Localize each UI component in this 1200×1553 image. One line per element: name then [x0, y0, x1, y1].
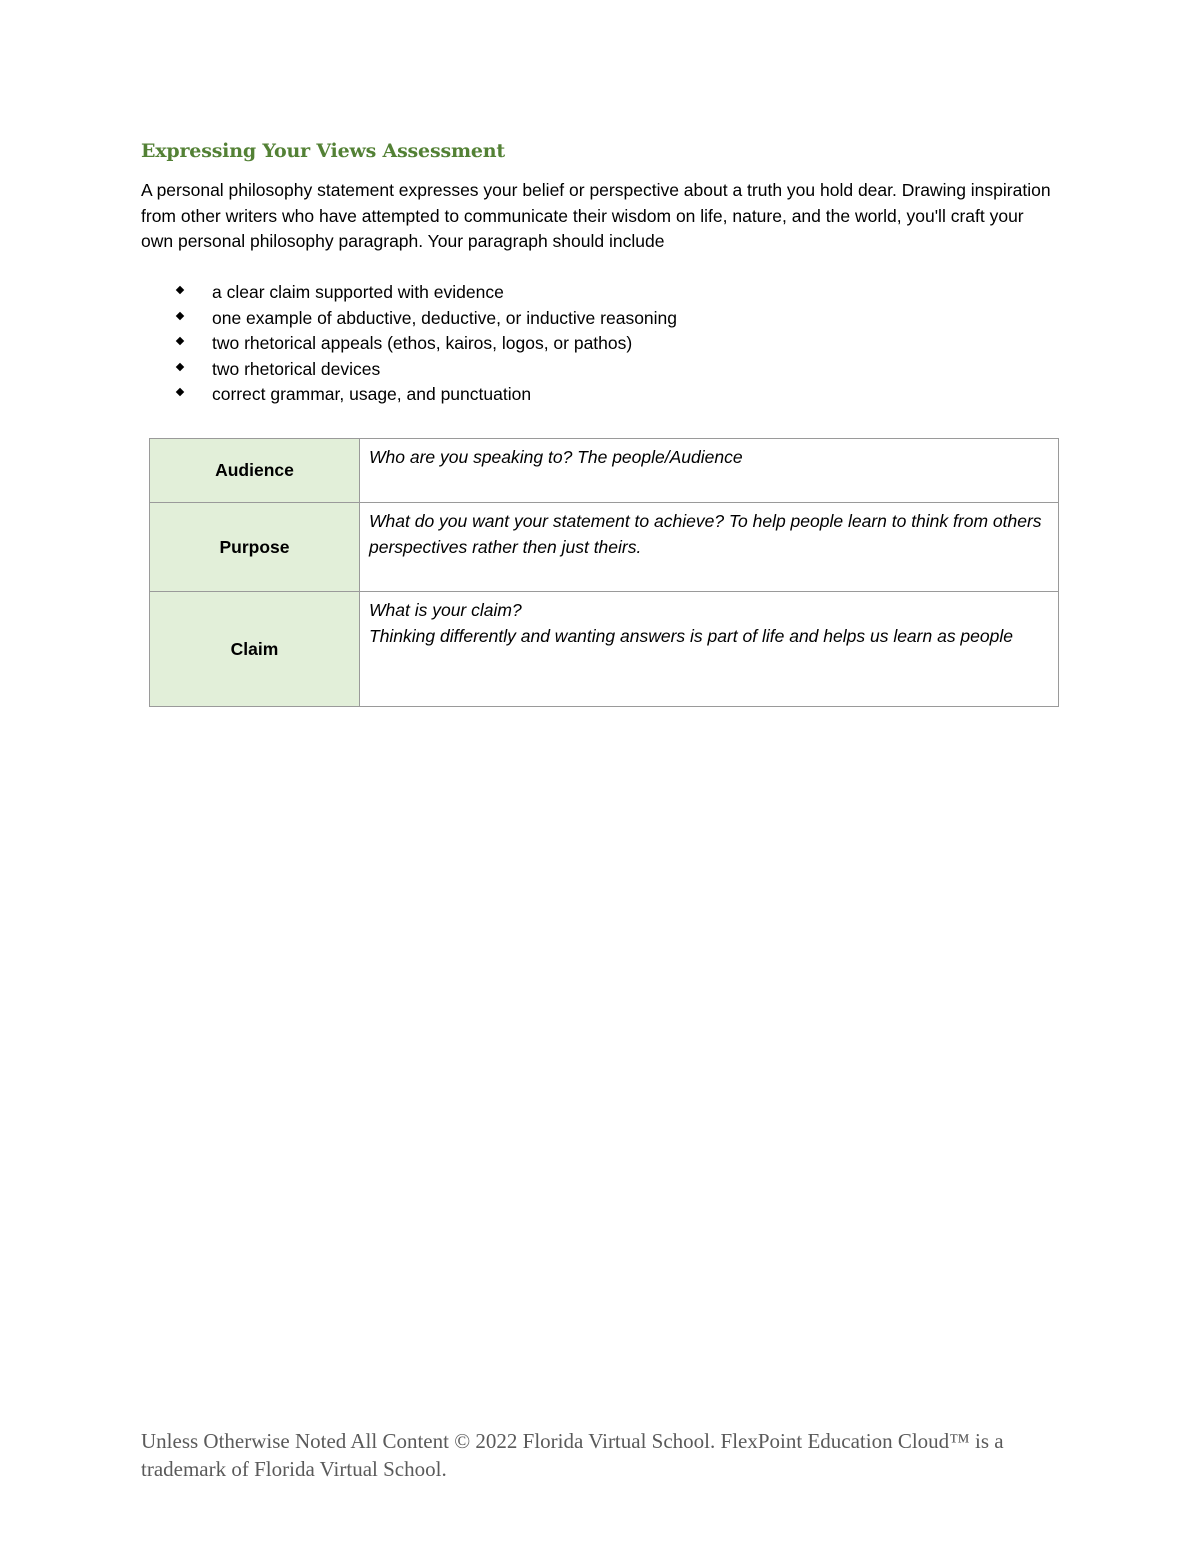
bullet-icon — [176, 286, 184, 294]
purpose-response-text: What do you want your statement to achieve? To help people learn to think from others perspectives rather then just theirs. — [369, 511, 1042, 557]
bullet-icon — [176, 311, 184, 319]
claim-prompt-text: What is your claim? — [369, 600, 522, 620]
table-row-claim — [150, 592, 1059, 707]
list-item-text: correct grammar, usage, and punctuation — [212, 384, 532, 404]
requirements-list — [141, 280, 941, 408]
list-item-text: one example of abductive, deductive, or inductive reasoning — [212, 307, 678, 328]
page-title: Expressing Your Views Assessment — [141, 140, 505, 162]
intro-paragraph: A personal philosophy statement expresses your belief or perspective about a truth you hold dear. Drawing inspiration from other writers who have attempted to communicate their wisdom on life, nature, and the world, you'll craft your own personal philosophy paragraph. Your paragraph should include — [141, 180, 1051, 251]
bullet-icon — [176, 362, 184, 370]
list-item — [141, 357, 941, 383]
list-item-text: two rhetorical appeals (ethos, kairos, logos, or pathos) — [212, 333, 633, 353]
purpose-response — [360, 503, 1059, 592]
audience-response — [360, 439, 1059, 503]
bullet-icon — [176, 388, 184, 396]
claim-response — [360, 592, 1059, 707]
list-item — [141, 331, 941, 357]
purpose-label: Purpose — [150, 503, 360, 592]
copyright-footer: Unless Otherwise Noted All Content © 2022 Florida Virtual School. FlexPoint Education Cloud™ is a trademark of Florida Virtual School. — [141, 1429, 1004, 1481]
table-row-audience — [150, 439, 1059, 503]
claim-response-text: Thinking differently and wanting answers is part of life and helps us learn as people — [369, 625, 1013, 646]
list-item — [141, 280, 941, 306]
planning-table — [149, 438, 1059, 707]
audience-response-text: Who are you speaking to? The people/Audience — [369, 447, 743, 467]
list-item — [141, 306, 941, 332]
audience-label: Audience — [150, 439, 360, 503]
table-row-purpose — [150, 503, 1059, 592]
bullet-icon — [176, 337, 184, 345]
list-item — [141, 382, 941, 408]
list-item-text: a clear claim supported with evidence — [212, 282, 504, 302]
list-item-text: two rhetorical devices — [212, 358, 381, 379]
claim-label: Claim — [150, 592, 360, 707]
